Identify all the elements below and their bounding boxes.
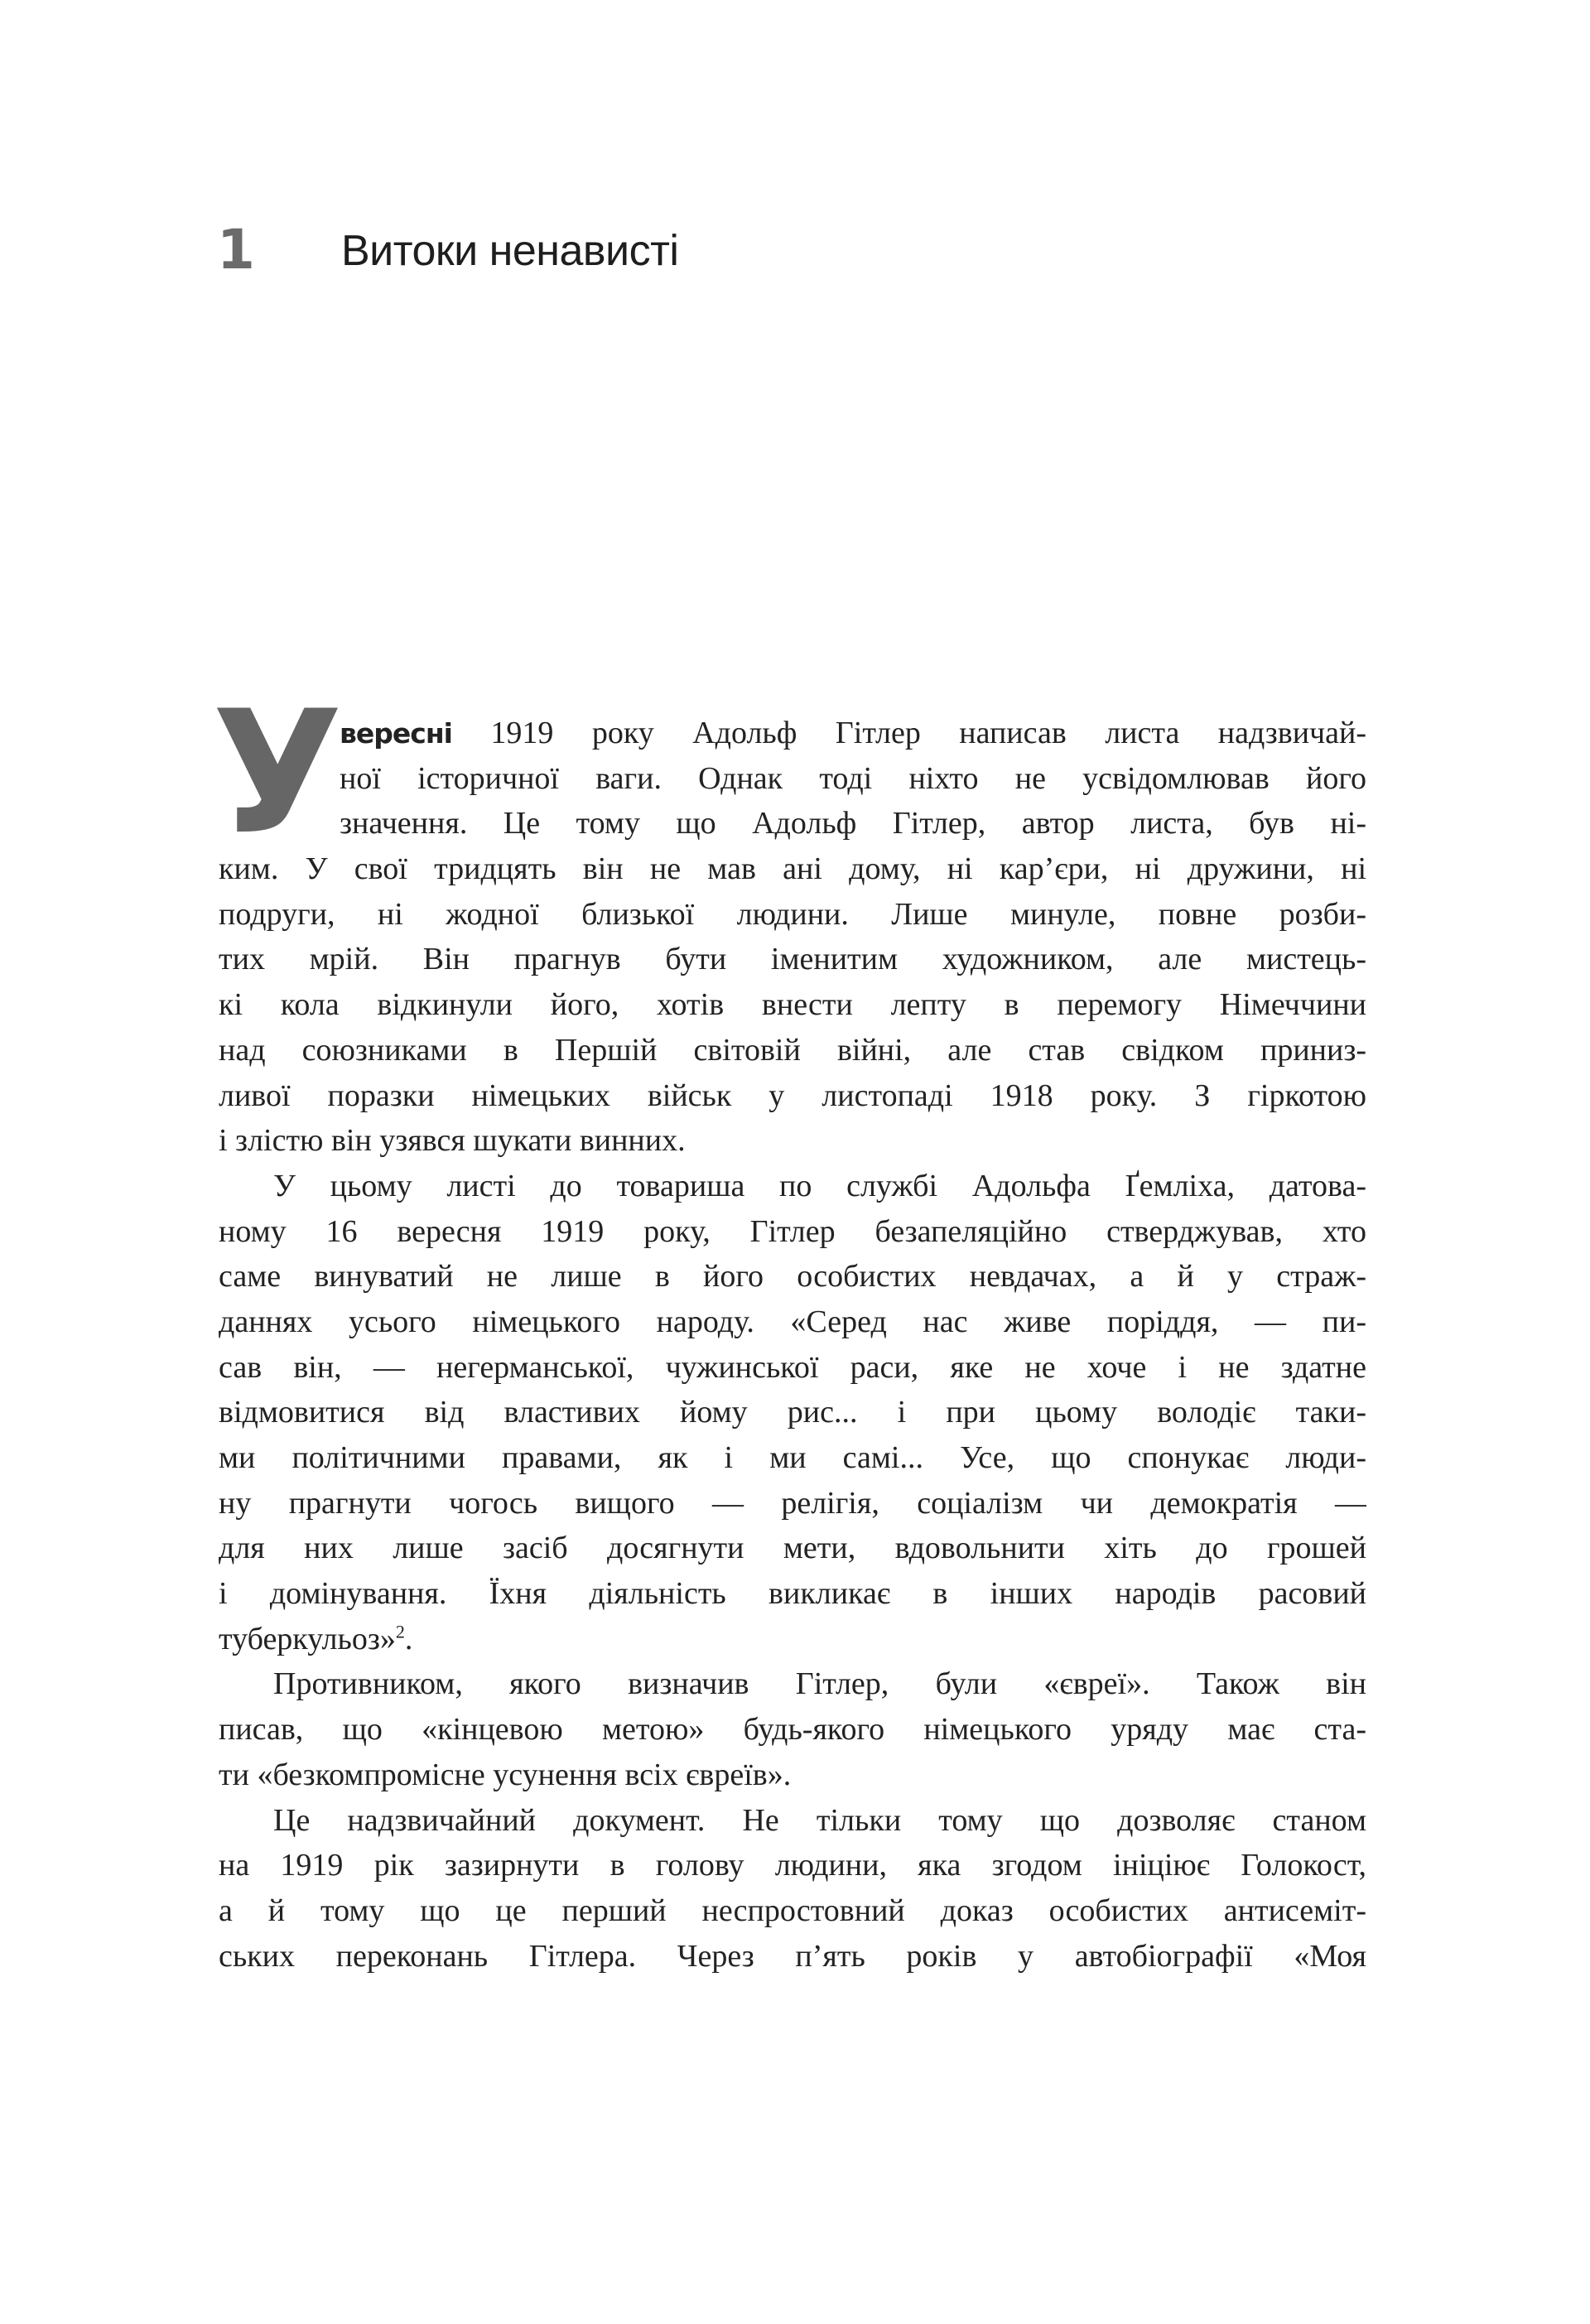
text-line	[219, 1753, 1366, 1798]
text-line	[219, 1073, 1366, 1119]
text-line	[219, 1661, 1366, 1707]
text-line	[219, 1254, 1366, 1299]
text-line	[219, 1435, 1366, 1481]
text-line	[219, 1571, 1366, 1617]
text-line	[219, 1028, 1366, 1073]
text-line	[219, 1390, 1366, 1435]
line-text: Це надзвичайний документ. Не тільки тому що дозволяє станом	[273, 1802, 1366, 1838]
line-text: даннях усього німецького народу. «Серед нас живе поріддя, — пи-	[219, 1304, 1366, 1339]
line-text: У цьому листі до товариша по службі Адольфа Ґемліха, датова-	[273, 1168, 1366, 1203]
line-text: ким. У свої тридцять він не мав ані дому, ні кар’єри, ні дружини, ні	[219, 851, 1366, 887]
text-line	[219, 892, 1366, 938]
line-text: туберкульоз»	[219, 1621, 396, 1656]
line-text: сав він, — негерманської, чужинської раси, яке не хоче і не здатне	[219, 1349, 1366, 1385]
line-text: тих мрій. Він прагнув бути іменитим художником, але мистець-	[219, 942, 1366, 977]
text-line	[219, 1707, 1366, 1753]
text-line	[219, 1843, 1366, 1888]
line-text: а й тому що це перший неспростовний доказ особистих антисеміт-	[219, 1892, 1366, 1928]
text-line	[340, 711, 1366, 756]
text-line	[219, 1481, 1366, 1526]
line-text: ливої поразки німецьких військ у листопаді 1918 року. З гіркотою	[219, 1078, 1366, 1113]
chapter-title: Витоки ненависті	[341, 227, 679, 275]
text-line	[219, 1617, 1366, 1662]
line-text: подруги, ні жодної близької людини. Лише минуле, повне розби-	[219, 896, 1366, 932]
text-line	[219, 846, 1366, 892]
text-line	[219, 1299, 1366, 1345]
line-text: відмовитися від властивих йому рис... і при цьому володіє таки-	[219, 1395, 1366, 1430]
text-line	[219, 1526, 1366, 1571]
line-text: ти «безкомпромісне усунення всіх євреїв».	[219, 1757, 792, 1792]
text-line	[219, 1888, 1366, 1934]
text-line	[219, 982, 1366, 1028]
line-text: і домінування. Їхня діяльність викликає в інших народів расовий	[219, 1576, 1366, 1612]
line-text: на 1919 рік зазирнути в голову людини, яка згодом ініціює Голокост,	[219, 1848, 1366, 1883]
drop-cap: У	[212, 675, 344, 872]
line-text: саме винуватий не лише в його особистих невдачах, а й у страж-	[219, 1259, 1366, 1295]
line-text: значення. Це тому що Адольф Гітлер, автор листа, був ні-	[340, 806, 1366, 841]
line-text: ну прагнути чогось вищого — релігія, соціалізм чи демократія —	[219, 1485, 1366, 1521]
line-text: ної історичної ваги. Однак тоді ніхто не усвідомлював його	[340, 760, 1366, 796]
text-line	[219, 1345, 1366, 1391]
line-text: над союзниками в Першій світовій війні, але став свідком приниз-	[219, 1032, 1366, 1068]
line-text: писав, що «кінцевою метою» будь-якого німецького уряду має ста-	[219, 1712, 1366, 1748]
line-text: і злістю він узявся шукати винних.	[219, 1123, 686, 1159]
text-line	[219, 1798, 1366, 1844]
text-line	[340, 756, 1366, 802]
text-line	[219, 1164, 1366, 1209]
text-line	[219, 1118, 1366, 1164]
text-line	[340, 801, 1366, 846]
line-tail: .	[404, 1621, 413, 1656]
text-line	[219, 937, 1366, 982]
text-line	[219, 1934, 1366, 1979]
line-text: ми політичними правами, як і ми самі... Усе, що спонукає люди-	[219, 1440, 1366, 1475]
line-text: кі кола відкинули його, хотів внести лепту в перемогу Німеччини	[219, 987, 1366, 1023]
text-line	[219, 1209, 1366, 1255]
line-text: ських переконань Гітлера. Через п’ять років у автобіографії «Моя	[219, 1938, 1366, 1974]
line-text: ному 16 вересня 1919 року, Гітлер безапеляційно стверджував, хто	[219, 1213, 1366, 1249]
chapter-body	[212, 675, 1366, 1979]
line-text: Противником, якого визначив Гітлер, були «євреї». Також він	[273, 1666, 1366, 1702]
chapter-number: 1	[217, 218, 255, 282]
lead-in-bold: вересні	[340, 717, 452, 750]
line-text: 1919 року Адольф Гітлер написав листа надзвичай-	[451, 716, 1366, 750]
footnote-ref[interactable]: 2	[395, 1621, 405, 1642]
line-text: для них лише засіб досягнути мети, вдовольнити хіть до грошей	[219, 1531, 1366, 1566]
